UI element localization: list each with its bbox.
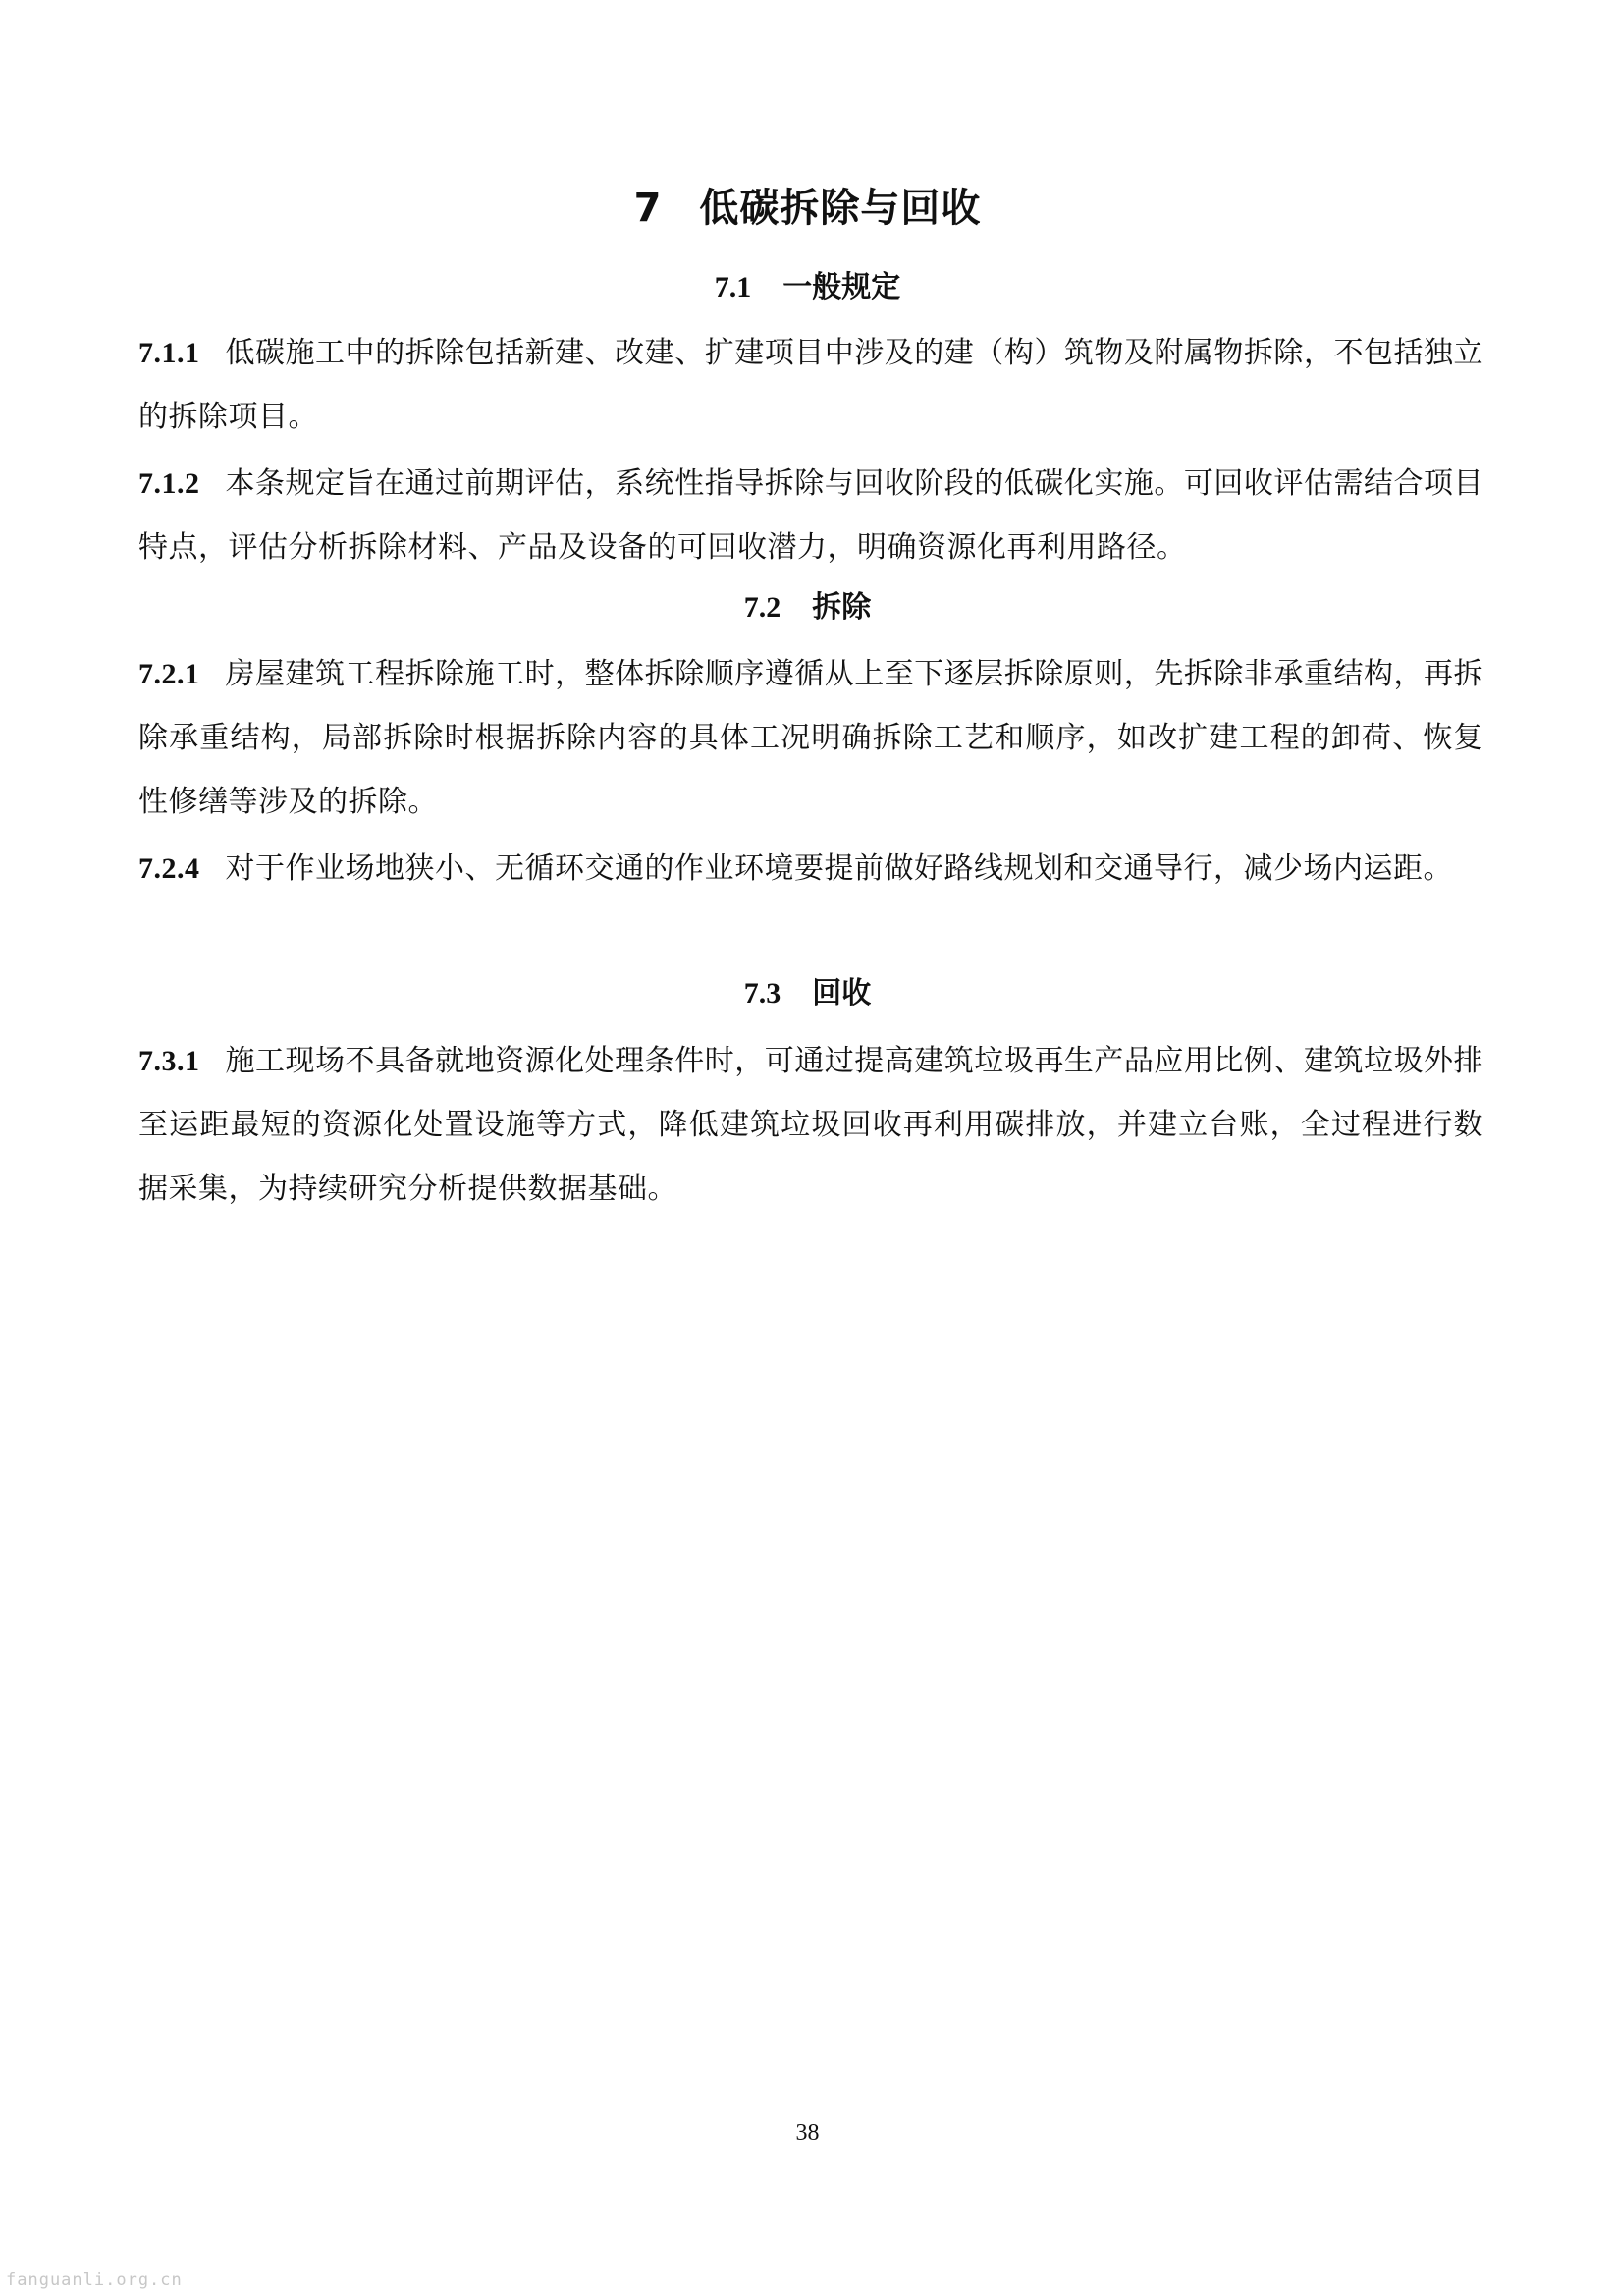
clause-7-2-4 xyxy=(138,837,1483,901)
clause-text: 房屋建筑工程拆除施工时，整体拆除顺序遵循从上至下逐层拆除原则，先拆除非承重结构，再拆除承重结构，局部拆除时根据拆除内容的具体工况明确拆除工艺和顺序，如改扩建工程的卸荷、恢复性修缮等涉及的拆除。 xyxy=(138,657,1483,819)
clause-text: 低碳施工中的拆除包括新建、改建、扩建项目中涉及的建（构）筑物及附属物拆除，不包括独立的拆除项目。 xyxy=(138,336,1483,434)
section-title: 回收 xyxy=(812,976,872,1011)
page-number: 38 xyxy=(795,2120,820,2146)
clause-number: 7.1.2 xyxy=(138,467,200,500)
clause-7-3-1 xyxy=(138,1029,1483,1221)
section-number: 7.1 xyxy=(714,271,752,303)
section-number: 7.2 xyxy=(743,591,781,624)
chapter-title-text: 低碳拆除与回收 xyxy=(699,186,982,231)
clause-number: 7.2.4 xyxy=(138,852,200,885)
chapter-title xyxy=(0,181,1615,236)
clause-number: 7.2.1 xyxy=(138,658,200,690)
section-heading-7-1 xyxy=(0,266,1615,309)
chapter-number: 7 xyxy=(633,186,663,231)
clause-text: 本条规定旨在通过前期评估，系统性指导拆除与回收阶段的低碳化实施。可回收评估需结合项目特点，评估分析拆除材料、产品及设备的可回收潜力，明确资源化再利用路径。 xyxy=(138,466,1483,565)
clause-7-1-1 xyxy=(138,321,1483,449)
section-heading-7-2 xyxy=(0,586,1615,629)
clause-text: 施工现场不具备就地资源化处理条件时，可通过提高建筑垃圾再生产品应用比例、建筑垃圾外排至运距最短的资源化处置设施等方式，降低建筑垃圾回收再利用碳排放，并建立台账，全过程进行数据采集，为持续研究分析提供数据基础。 xyxy=(138,1044,1483,1206)
site-watermark: fanguanli.org.cn xyxy=(6,2270,183,2290)
section-title: 拆除 xyxy=(812,590,872,625)
section-heading-7-3 xyxy=(0,972,1615,1015)
clause-text: 对于作业场地狭小、无循环交通的作业环境要提前做好路线规划和交通导行，减少场内运距。 xyxy=(225,851,1453,886)
clause-7-1-2 xyxy=(138,452,1483,579)
clause-number: 7.1.1 xyxy=(138,337,200,369)
clause-7-2-1 xyxy=(138,642,1483,834)
section-title: 一般规定 xyxy=(782,270,901,304)
clause-number: 7.3.1 xyxy=(138,1045,200,1077)
section-number: 7.3 xyxy=(743,977,781,1010)
